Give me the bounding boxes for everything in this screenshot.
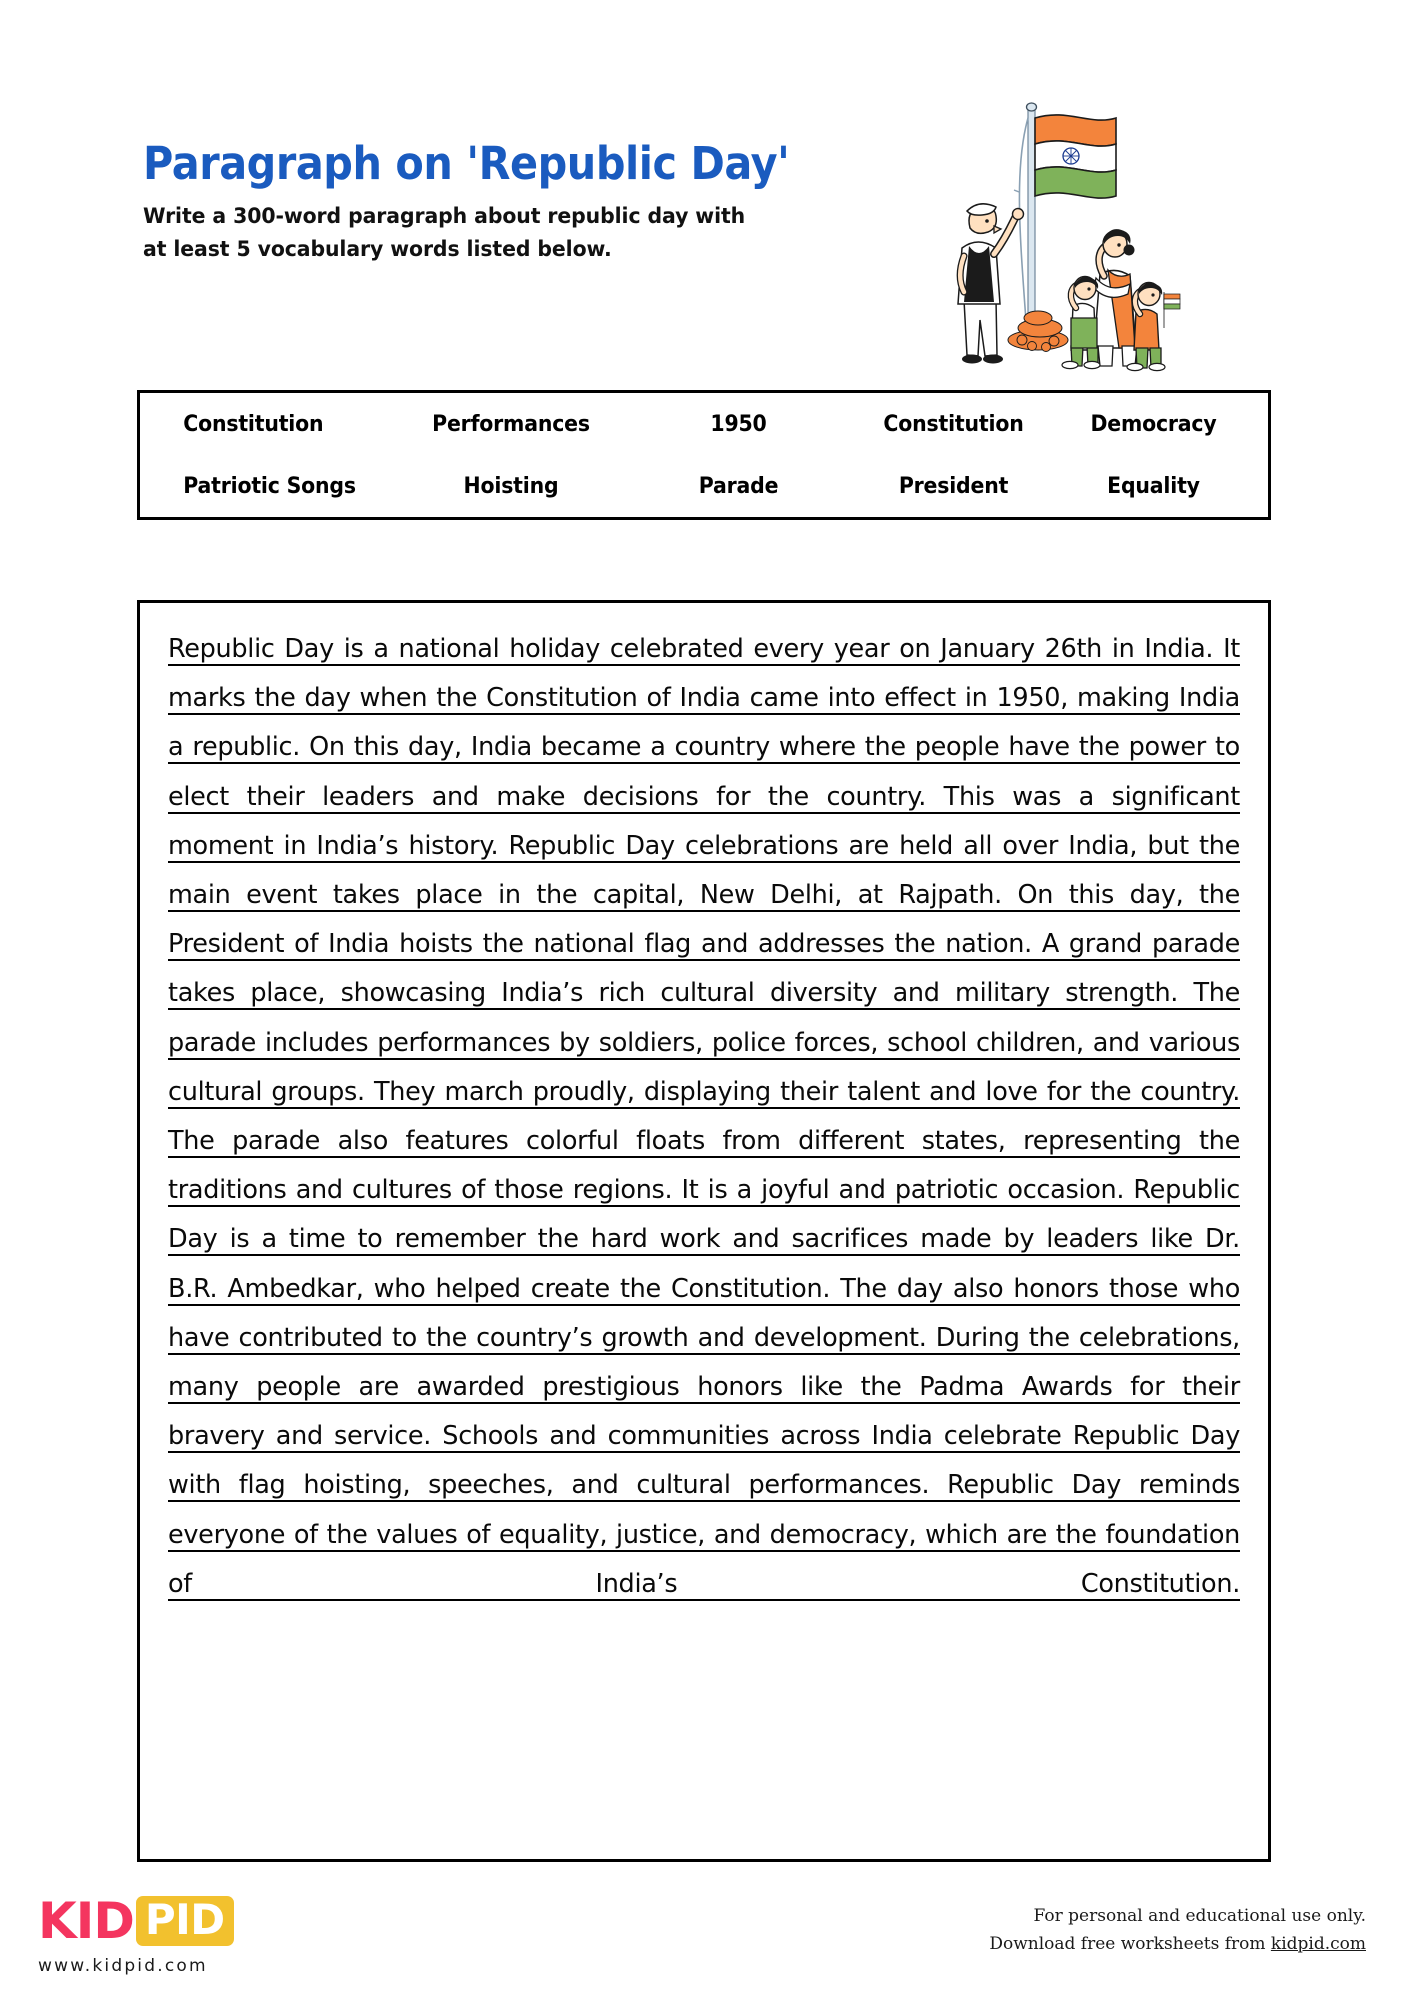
- usage-notice-line1: For personal and educational use only.: [1033, 1906, 1366, 1926]
- download-text: Download free worksheets from: [989, 1934, 1271, 1955]
- vocabulary-word: Constitution: [883, 411, 1024, 437]
- kidpid-link[interactable]: kidpid.com: [1270, 1934, 1366, 1955]
- header: [143, 137, 943, 266]
- website-url: www.kidpid.com: [38, 1956, 208, 1976]
- kidpid-logo: [38, 1893, 368, 1949]
- vocabulary-word: Equality: [1107, 473, 1200, 499]
- vocabulary-box: [137, 390, 1271, 520]
- usage-notice-line2: [989, 1930, 1366, 1958]
- essay-answer-box[interactable]: [137, 600, 1271, 1862]
- vocabulary-word: 1950: [710, 411, 767, 437]
- vocabulary-row: [140, 455, 1268, 517]
- vocabulary-word: Patriotic Songs: [183, 473, 356, 499]
- vocabulary-word: Democracy: [1090, 411, 1217, 437]
- vocabulary-word: President: [898, 473, 1009, 499]
- brand-footer: [38, 1893, 368, 1976]
- logo-pid-text: PID: [136, 1896, 234, 1946]
- vocabulary-word: Parade: [698, 473, 779, 499]
- usage-notice: [989, 1902, 1366, 1958]
- instructions-text: Write a 300-word paragraph about republic day with at least 5 vocabulary words listed below.: [143, 204, 746, 262]
- vocabulary-word: Constitution: [183, 411, 324, 437]
- page-title: Paragraph on 'Republic Day': [143, 137, 790, 190]
- essay-text[interactable]: Republic Day is a national holiday celebrated every year on January 26th in India. It marks the day when the Constitution of India came into effect in 1950, making India a republic. On this day, India became a country where the people have the power to elect their leaders and make decisions for the country. This was a significant moment in India’s history. Republic Day celebrations are held all over India, but the main event takes place in the capital, New Delhi, at Rajpath. On this day, the President of India hoists the national flag and addresses the nation. A grand parade takes place, showcasing India’s rich cultural diversity and military strength. The parade includes performances by soldiers, police forces, school children, and various cultural groups. They march proudly, displaying their talent and love for the country. The parade also features colorful floats from different states, representing the traditions and cultures of those regions. It is a joyful and patriotic occasion. Republic Day is a time to remember the hard work and sacrifices made by leaders like Dr. B.R. Ambedkar, who helped create the Constitution. The day also honors those who have contributed to the country’s growth and development. During the celebrations, many people are awarded prestigious honors like the Padma Awards for their bravery and service. Schools and communities across India celebrate Republic Day with flag hoisting, speeches, and cultural performances. Republic Day reminds everyone of the values of equality, justice, and democracy, which are the foundation of India’s Constitution.: [168, 634, 1240, 1599]
- vocabulary-word: Performances: [432, 411, 590, 437]
- vocabulary-row: [140, 393, 1268, 455]
- logo-kid-text: KID: [38, 1892, 134, 1950]
- vocabulary-word: Hoisting: [463, 473, 559, 499]
- flag-hoisting-illustration: [940, 78, 1200, 373]
